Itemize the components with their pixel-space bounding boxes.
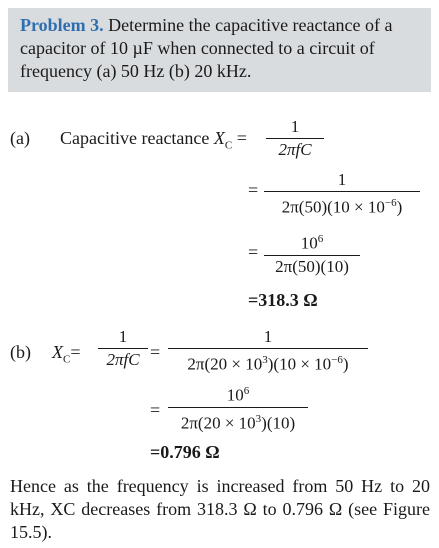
part-b-f2-den-a: 2π(20 × 10 [187,354,263,374]
part-b-eq-2: = [150,400,161,420]
fraction-bar [168,407,308,408]
part-a-f3-den: 2π(50)(10) [275,256,349,276]
part-a-eq-2: = [248,180,259,200]
problem-text: Determine the capacitive reactance of a capacitor of 10 µF when connected to a circuit of frequency (a) 50 Hz (b) 20 kHz. [20,15,393,81]
part-b-fraction-1 [98,327,148,370]
part-a-fraction-1 [266,117,324,160]
part-a-result: =318.3 Ω [248,290,318,310]
part-a-var-sub: C [224,139,233,152]
part-a-var: X [213,128,225,148]
part-b-f3-den-b: )(10) [261,413,296,433]
part-a-intro [60,128,247,152]
part-b-f2-den-b: )(10 × 10 [267,354,332,374]
part-b-fraction-2 [168,327,368,375]
part-a-eq-3: = [248,242,259,262]
part-a-fraction-2 [264,170,420,218]
fraction-bar [264,191,420,192]
part-b-f2-den-a-exp: 3 [262,354,268,366]
part-b-f2-den-c: ) [342,354,349,374]
part-b-f1-num: 1 [118,327,128,346]
conclusion-paragraph: Hence as the frequency is increased from 50 Hz to 20 kHz, XC decreases from 318.3 Ω to 0.796 Ω (see Figure 15.5). [10,476,430,542]
part-b-f3-num: 10 [226,385,244,405]
problem-box [8,8,431,92]
part-a-fraction-3 [264,229,360,277]
part-a-f1-den: 2πfC [278,140,312,159]
part-b-f3-den-a-exp: 3 [255,412,262,425]
part-a-f2-num: 1 [337,170,347,189]
part-b-var: X [52,342,63,362]
part-b-f1-den: 2πfC [106,350,140,369]
part-b-f2-num: 1 [263,327,273,346]
part-b-f3-den-a: 2π(20 × 10 [180,413,256,433]
part-a-f2-den-tail: ) [396,197,403,217]
part-b-f3-num-exp: 6 [243,385,250,397]
part-b-label: (b) [10,342,31,362]
part-a-f3-num: 10 [300,233,318,253]
part-a-f1-num: 1 [290,117,300,136]
fraction-bar [168,348,368,349]
part-b-eq-1: = [150,342,161,362]
part-a-eq: = [236,128,247,148]
part-a-f2-den: 2π(50)(10 × 10 [281,197,385,217]
fraction-bar [266,138,324,139]
part-b-var-group: $X_C=$ [52,342,81,366]
part-b-var-sub: C [63,353,71,366]
part-a-f2-den-exp: −6 [384,197,397,209]
part-a-f3-num-exp: 6 [317,233,324,245]
part-a-intro-text: Capacitive reactance [60,128,210,148]
part-b-result: =0.796 Ω [150,442,220,462]
problem-label: Problem 3. [20,15,104,35]
part-b-f2-den-b-exp: −6 [331,354,343,366]
fraction-bar [264,255,360,256]
part-b-fraction-3 [168,381,308,433]
fraction-bar [98,348,148,349]
part-a-label: (a) [10,128,30,148]
